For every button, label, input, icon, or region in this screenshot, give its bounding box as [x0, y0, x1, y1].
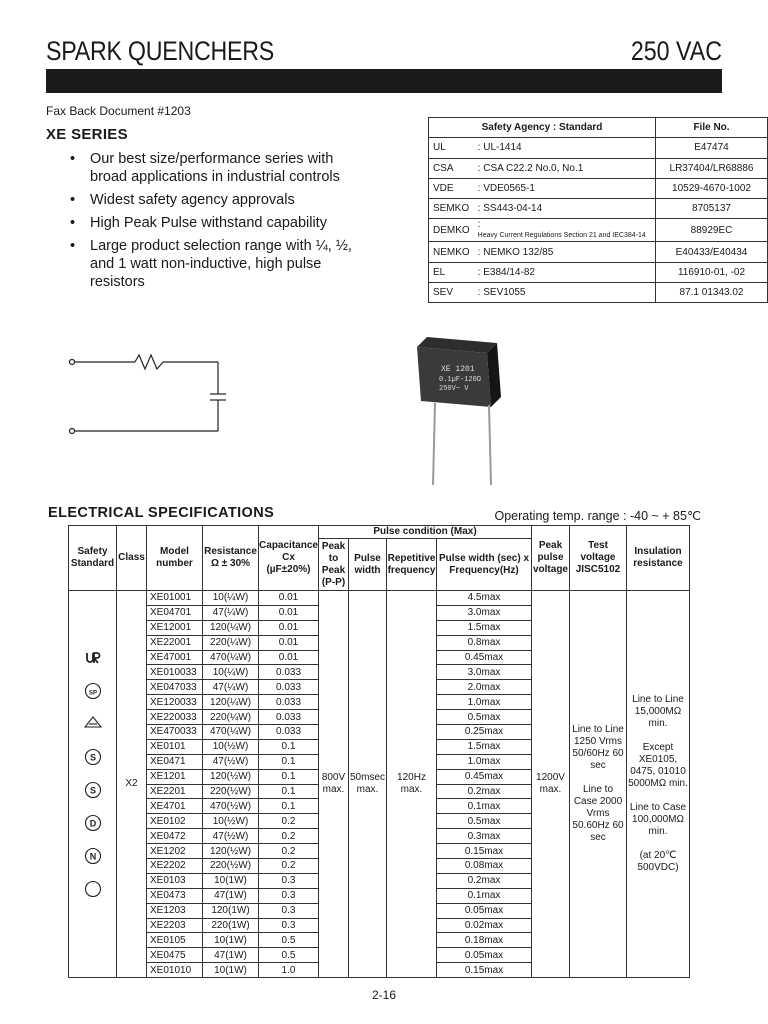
- resistance-cell: 10(¼W): [203, 665, 259, 680]
- feature-list: [68, 150, 358, 296]
- col-pulse-width: Pulse width: [349, 539, 387, 591]
- agency-name-cell: CSA: [429, 158, 474, 178]
- capacitance-cell: 0.5: [259, 948, 319, 963]
- capacitance-cell: 0.5: [259, 933, 319, 948]
- agency-name-cell: SEV: [429, 283, 474, 303]
- pulse-condition-header: Pulse condition (Max): [319, 526, 532, 539]
- insulation-resistance-value: Line to Line 15,000MΩ min. Except XE0105, 0475, 01010 5000MΩ min. Line to Case 100,000MΩ min. (at 20℃ 500VDC): [627, 591, 690, 978]
- model-number-cell: XE2203: [147, 918, 203, 933]
- safety-standard-icons: [69, 591, 117, 978]
- demko-icon: [84, 814, 102, 832]
- svg-text:D: D: [89, 818, 96, 829]
- capacitance-cell: 0.033: [259, 665, 319, 680]
- resistance-cell: 220(¼W): [203, 710, 259, 725]
- resistance-cell: 120(¼W): [203, 695, 259, 710]
- model-number-cell: XE22001: [147, 635, 203, 650]
- pulse-width-frequency-cell: 0.02max: [437, 918, 532, 933]
- feature-item: • Large product selection range with ¼, ½, and 1 watt non-inductive, high pulse resistors: [70, 238, 352, 290]
- header-bar: [46, 69, 722, 93]
- pulse-width-frequency-cell: 0.15max: [437, 844, 532, 859]
- electrical-spec-table: [68, 525, 690, 978]
- peak-to-peak-value: 800V max.: [319, 591, 349, 978]
- agency-header: Safety Agency : Standard: [429, 118, 656, 138]
- model-number-cell: XE047033: [147, 680, 203, 695]
- col-class: Class: [117, 526, 147, 591]
- pulse-width-frequency-cell: 0.1max: [437, 888, 532, 903]
- col-peak-to-peak: Peak to Peak (P-P): [319, 539, 349, 591]
- capacitance-cell: 0.3: [259, 888, 319, 903]
- agency-name-cell: VDE: [429, 178, 474, 198]
- model-number-cell: XE2202: [147, 859, 203, 874]
- capacitance-cell: 0.3: [259, 873, 319, 888]
- csa-icon: [84, 682, 102, 700]
- resistance-cell: 220(1W): [203, 918, 259, 933]
- ur-icon: [84, 649, 102, 667]
- col-model-number: Model number: [147, 526, 203, 591]
- col-test-voltage: Test voltage JISC5102: [570, 526, 627, 591]
- capacitance-cell: 0.1: [259, 769, 319, 784]
- safety-agency-table: [428, 117, 768, 303]
- pulse-width-frequency-cell: 2.0max: [437, 680, 532, 695]
- model-number-cell: XE220033: [147, 710, 203, 725]
- pulse-width-frequency-cell: 0.1max: [437, 799, 532, 814]
- pulse-width-frequency-cell: 0.15max: [437, 963, 532, 978]
- model-number-cell: XE1201: [147, 769, 203, 784]
- model-number-cell: XE0102: [147, 814, 203, 829]
- semko-icon: [84, 748, 102, 766]
- resistance-cell: 47(½W): [203, 754, 259, 769]
- capacitance-cell: 0.033: [259, 710, 319, 725]
- resistance-cell: 10(1W): [203, 963, 259, 978]
- resistance-cell: 10(1W): [203, 933, 259, 948]
- model-number-cell: XE010033: [147, 665, 203, 680]
- pulse-width-frequency-cell: 3.0max: [437, 605, 532, 620]
- resistance-cell: 120(½W): [203, 844, 259, 859]
- agency-name-cell: SEMKO: [429, 199, 474, 219]
- model-number-cell: XE1202: [147, 844, 203, 859]
- resistance-cell: 47(1W): [203, 948, 259, 963]
- file-number-cell: 87.1 01343.02: [656, 283, 768, 303]
- fimko-icon: [84, 880, 102, 898]
- agency-row: [429, 199, 768, 219]
- resistance-cell: 220(¼W): [203, 635, 259, 650]
- pulse-width-frequency-cell: 1.5max: [437, 620, 532, 635]
- pulse-width-frequency-cell: 0.5max: [437, 710, 532, 725]
- fax-back-document: Fax Back Document #1203: [46, 104, 191, 118]
- resistance-cell: 10(½W): [203, 814, 259, 829]
- model-number-cell: XE4701: [147, 799, 203, 814]
- pulse-width-frequency-cell: 0.45max: [437, 650, 532, 665]
- resistance-cell: 220(½W): [203, 784, 259, 799]
- capacitance-cell: 0.2: [259, 844, 319, 859]
- pulse-width-frequency-cell: 0.2max: [437, 784, 532, 799]
- pulse-width-value: 50msec max.: [349, 591, 387, 978]
- col-peak-pulse-voltage: Peak pulse voltage: [532, 526, 570, 591]
- capacitance-cell: 0.033: [259, 695, 319, 710]
- agency-name-cell: DEMKO: [429, 219, 474, 242]
- model-number-cell: XE01001: [147, 591, 203, 606]
- page-title: SPARK QUENCHERS: [46, 36, 274, 66]
- file-number-cell: LR37404/LR68886: [656, 158, 768, 178]
- feature-item: • Widest safety agency approvals: [70, 192, 295, 208]
- cap-marking-line3: 250V~ V: [439, 385, 469, 393]
- pulse-width-frequency-cell: 0.18max: [437, 933, 532, 948]
- pulse-width-frequency-cell: 0.5max: [437, 814, 532, 829]
- capacitance-cell: 0.1: [259, 754, 319, 769]
- file-number-cell: E40433/E40434: [656, 242, 768, 262]
- capacitance-cell: 0.01: [259, 650, 319, 665]
- pulse-width-frequency-cell: 1.5max: [437, 739, 532, 754]
- capacitance-cell: 0.2: [259, 829, 319, 844]
- agency-row: [429, 283, 768, 303]
- model-number-cell: XE0473: [147, 888, 203, 903]
- model-number-cell: XE0475: [147, 948, 203, 963]
- file-no-header: File No.: [656, 118, 768, 138]
- capacitance-cell: 0.2: [259, 814, 319, 829]
- model-number-cell: XE47001: [147, 650, 203, 665]
- agency-row: [429, 242, 768, 262]
- capacitance-cell: 1.0: [259, 963, 319, 978]
- resistance-cell: 120(¼W): [203, 620, 259, 635]
- pulse-width-frequency-cell: 0.05max: [437, 948, 532, 963]
- file-number-cell: 8705137: [656, 199, 768, 219]
- pulse-width-frequency-cell: 0.25max: [437, 725, 532, 740]
- resistance-cell: 10(¼W): [203, 591, 259, 606]
- resistance-cell: 10(½W): [203, 739, 259, 754]
- file-number-cell: 10529-4670-1002: [656, 178, 768, 198]
- col-pulse-width-frequency: Pulse width (sec) x Frequency(Hz): [437, 539, 532, 591]
- capacitance-cell: 0.1: [259, 784, 319, 799]
- agency-name-cell: UL: [429, 138, 474, 158]
- resistance-cell: 470(¼W): [203, 650, 259, 665]
- capacitance-cell: 0.3: [259, 903, 319, 918]
- page-number: 2-16: [372, 988, 397, 1002]
- col-repetitive-frequency: Repetitive frequency: [387, 539, 437, 591]
- pulse-width-frequency-cell: 0.2max: [437, 873, 532, 888]
- capacitance-cell: 0.3: [259, 918, 319, 933]
- pulse-width-frequency-cell: 0.8max: [437, 635, 532, 650]
- model-number-cell: XE0471: [147, 754, 203, 769]
- resistance-cell: 47(1W): [203, 888, 259, 903]
- resistance-cell: 10(1W): [203, 873, 259, 888]
- svg-text:N: N: [89, 851, 96, 862]
- pulse-width-frequency-cell: 0.08max: [437, 859, 532, 874]
- model-number-cell: XE0472: [147, 829, 203, 844]
- spec-row: [69, 591, 690, 606]
- model-number-cell: XE01010: [147, 963, 203, 978]
- capacitance-cell: 0.01: [259, 620, 319, 635]
- pulse-width-frequency-cell: 1.0max: [437, 754, 532, 769]
- capacitance-cell: 0.01: [259, 605, 319, 620]
- agency-standard-cell: : SEV1055: [474, 283, 656, 303]
- agency-row: [429, 158, 768, 178]
- capacitance-cell: 0.2: [259, 859, 319, 874]
- col-insulation-resistance: Insulation resistance: [627, 526, 690, 591]
- capacitance-cell: 0.1: [259, 739, 319, 754]
- resistance-cell: 470(¼W): [203, 725, 259, 740]
- electrical-specifications-title: ELECTRICAL SPECIFICATIONS: [48, 505, 275, 521]
- model-number-cell: XE470033: [147, 725, 203, 740]
- capacitance-cell: 0.1: [259, 799, 319, 814]
- agency-standard-cell: : CSA C22.2 No.0, No.1: [474, 158, 656, 178]
- agency-name-cell: NEMKO: [429, 242, 474, 262]
- resistance-cell: 120(½W): [203, 769, 259, 784]
- repetitive-frequency-value: 120Hz max.: [387, 591, 437, 978]
- capacitance-cell: 0.033: [259, 680, 319, 695]
- capacitance-cell: 0.01: [259, 591, 319, 606]
- svg-text:SP: SP: [88, 690, 97, 697]
- model-number-cell: XE04701: [147, 605, 203, 620]
- model-number-cell: XE0105: [147, 933, 203, 948]
- pulse-width-frequency-cell: 0.05max: [437, 903, 532, 918]
- agency-row: [429, 262, 768, 282]
- model-number-cell: XE2201: [147, 784, 203, 799]
- pulse-width-frequency-cell: 0.3max: [437, 829, 532, 844]
- test-voltage-value: Line to Line 1250 Vrms 50/60Hz 60 sec Line to Case 2000 Vrms 50.60Hz 60 sec: [570, 591, 627, 978]
- resistance-cell: 47(¼W): [203, 680, 259, 695]
- operating-temp-range: Operating temp. range : -40 ~ + 85℃: [494, 509, 701, 523]
- rc-circuit-diagram: [60, 340, 230, 440]
- pulse-width-frequency-cell: 0.45max: [437, 769, 532, 784]
- vde-icon: [84, 715, 102, 733]
- spark-quencher-product-image: [405, 333, 505, 493]
- pulse-width-frequency-cell: 1.0max: [437, 695, 532, 710]
- feature-item: • High Peak Pulse withstand capability: [70, 215, 327, 231]
- file-number-cell: E47474: [656, 138, 768, 158]
- agency-standard-cell: : NEMKO 132/85: [474, 242, 656, 262]
- agency-standard-cell: : E384/14-82: [474, 262, 656, 282]
- resistance-cell: 47(½W): [203, 829, 259, 844]
- model-number-cell: XE0101: [147, 739, 203, 754]
- agency-standard-cell: : VDE0565-1: [474, 178, 656, 198]
- agency-standard-cell: : UL-1414: [474, 138, 656, 158]
- agency-name-cell: EL: [429, 262, 474, 282]
- resistance-cell: 47(¼W): [203, 605, 259, 620]
- class-value: X2: [117, 591, 147, 978]
- capacitance-cell: 0.033: [259, 725, 319, 740]
- model-number-cell: XE12001: [147, 620, 203, 635]
- col-capacitance: Capacitance Cx (µF±20%): [259, 526, 319, 591]
- model-number-cell: XE1203: [147, 903, 203, 918]
- model-number-cell: XE0103: [147, 873, 203, 888]
- agency-standard-cell: : SS443-04-14: [474, 199, 656, 219]
- resistance-cell: 220(½W): [203, 859, 259, 874]
- agency-row: [429, 178, 768, 198]
- pulse-width-frequency-cell: 4.5max: [437, 591, 532, 606]
- file-number-cell: 88929EC: [656, 219, 768, 242]
- col-safety-standard: Safety Standard: [69, 526, 117, 591]
- cap-marking-line1: XE 1201: [441, 365, 475, 374]
- agency-row: [429, 219, 768, 242]
- svg-text:S: S: [89, 752, 96, 763]
- agency-standard-cell: : Heavy Current Regulations Section 21 and IEC384-14: [474, 219, 656, 242]
- peak-pulse-voltage-value: 1200V max.: [532, 591, 570, 978]
- feature-item: • Our best size/performance series with broad applications in industrial controls: [70, 151, 340, 185]
- pulse-width-frequency-cell: 3.0max: [437, 665, 532, 680]
- agency-row: [429, 138, 768, 158]
- series-title: XE SERIES: [46, 126, 128, 143]
- col-resistance: Resistance Ω ± 30%: [203, 526, 259, 591]
- model-number-cell: XE120033: [147, 695, 203, 710]
- resistance-cell: 120(1W): [203, 903, 259, 918]
- file-number-cell: 116910-01, -02: [656, 262, 768, 282]
- resistance-cell: 470(½W): [203, 799, 259, 814]
- sev-icon: [84, 781, 102, 799]
- capacitance-cell: 0.01: [259, 635, 319, 650]
- cap-marking-line2: 0.1µF-120Ω: [439, 376, 482, 384]
- voltage-rating: 250 VAC: [630, 36, 722, 66]
- svg-text:S: S: [89, 785, 96, 796]
- nemko-icon: [84, 847, 102, 865]
